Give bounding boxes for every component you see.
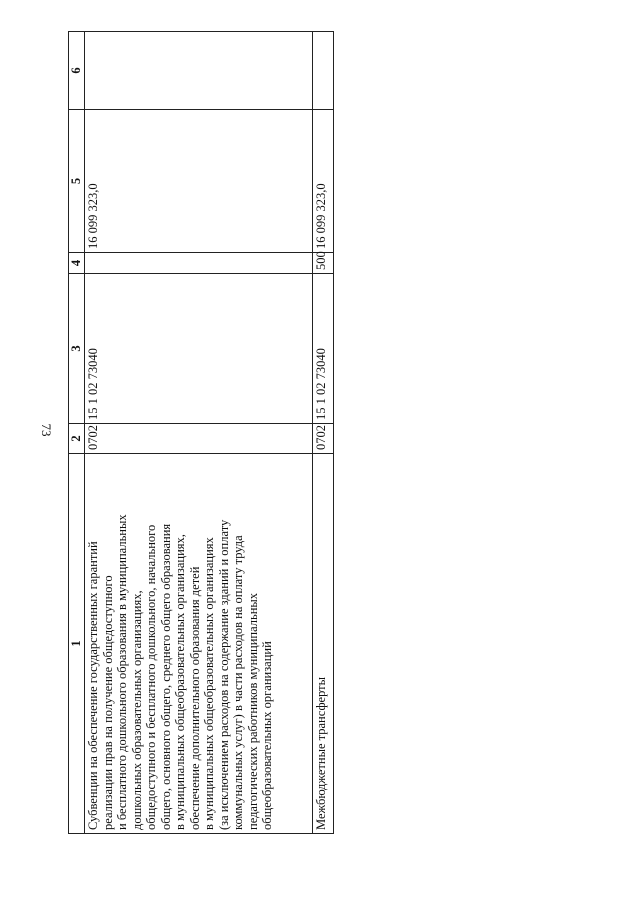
- section-cell: 0702: [313, 424, 334, 454]
- extra-cell: [313, 32, 334, 110]
- table-rotation-frame: [68, 32, 334, 834]
- section-cell: 0702: [85, 424, 313, 454]
- row-name-cell: Межбюджетные трансферты: [313, 454, 334, 834]
- table-header-row: [69, 32, 85, 834]
- table-row: [313, 32, 334, 834]
- amount-cell: 16 099 323,0: [85, 110, 313, 253]
- rotated-table-area: [68, 32, 334, 834]
- row-name-cell: Субвенции на обеспечение государственных гарантий реализации прав на получение общедоступного и бесплатного дошкольного образования в муниципальных дошкольных образовательных организациях, общедоступного и бесплатного дошкольного, начального общего, основного общего, среднего общего образования в муниципальных общеобразовательных организациях, обеспечение дополнительного образования детей в муниципальных общеобразовательных организациях (за исключением расходов на содержание зданий и оплату коммунальных услуг) в части расходов на оплату труда педагогических работников муниципальных общеобразовательных организаций: [85, 454, 313, 834]
- header-col-2: 2: [69, 424, 85, 454]
- target-article-cell: 15 1 02 73040: [85, 274, 313, 424]
- header-col-5: 5: [69, 110, 85, 253]
- header-col-6: 6: [69, 32, 85, 110]
- target-article-cell: 15 1 02 73040: [313, 274, 334, 424]
- budget-table: [68, 31, 334, 834]
- amount-cell: 16 099 323,0: [313, 110, 334, 253]
- table-row: [85, 32, 313, 834]
- expense-type-cell: [85, 253, 313, 274]
- extra-cell: [85, 32, 313, 110]
- header-col-1: 1: [69, 454, 85, 834]
- header-col-3: 3: [69, 274, 85, 424]
- header-col-4: 4: [69, 253, 85, 274]
- expense-type-cell: 500: [313, 253, 334, 274]
- page-number: 73: [39, 423, 54, 437]
